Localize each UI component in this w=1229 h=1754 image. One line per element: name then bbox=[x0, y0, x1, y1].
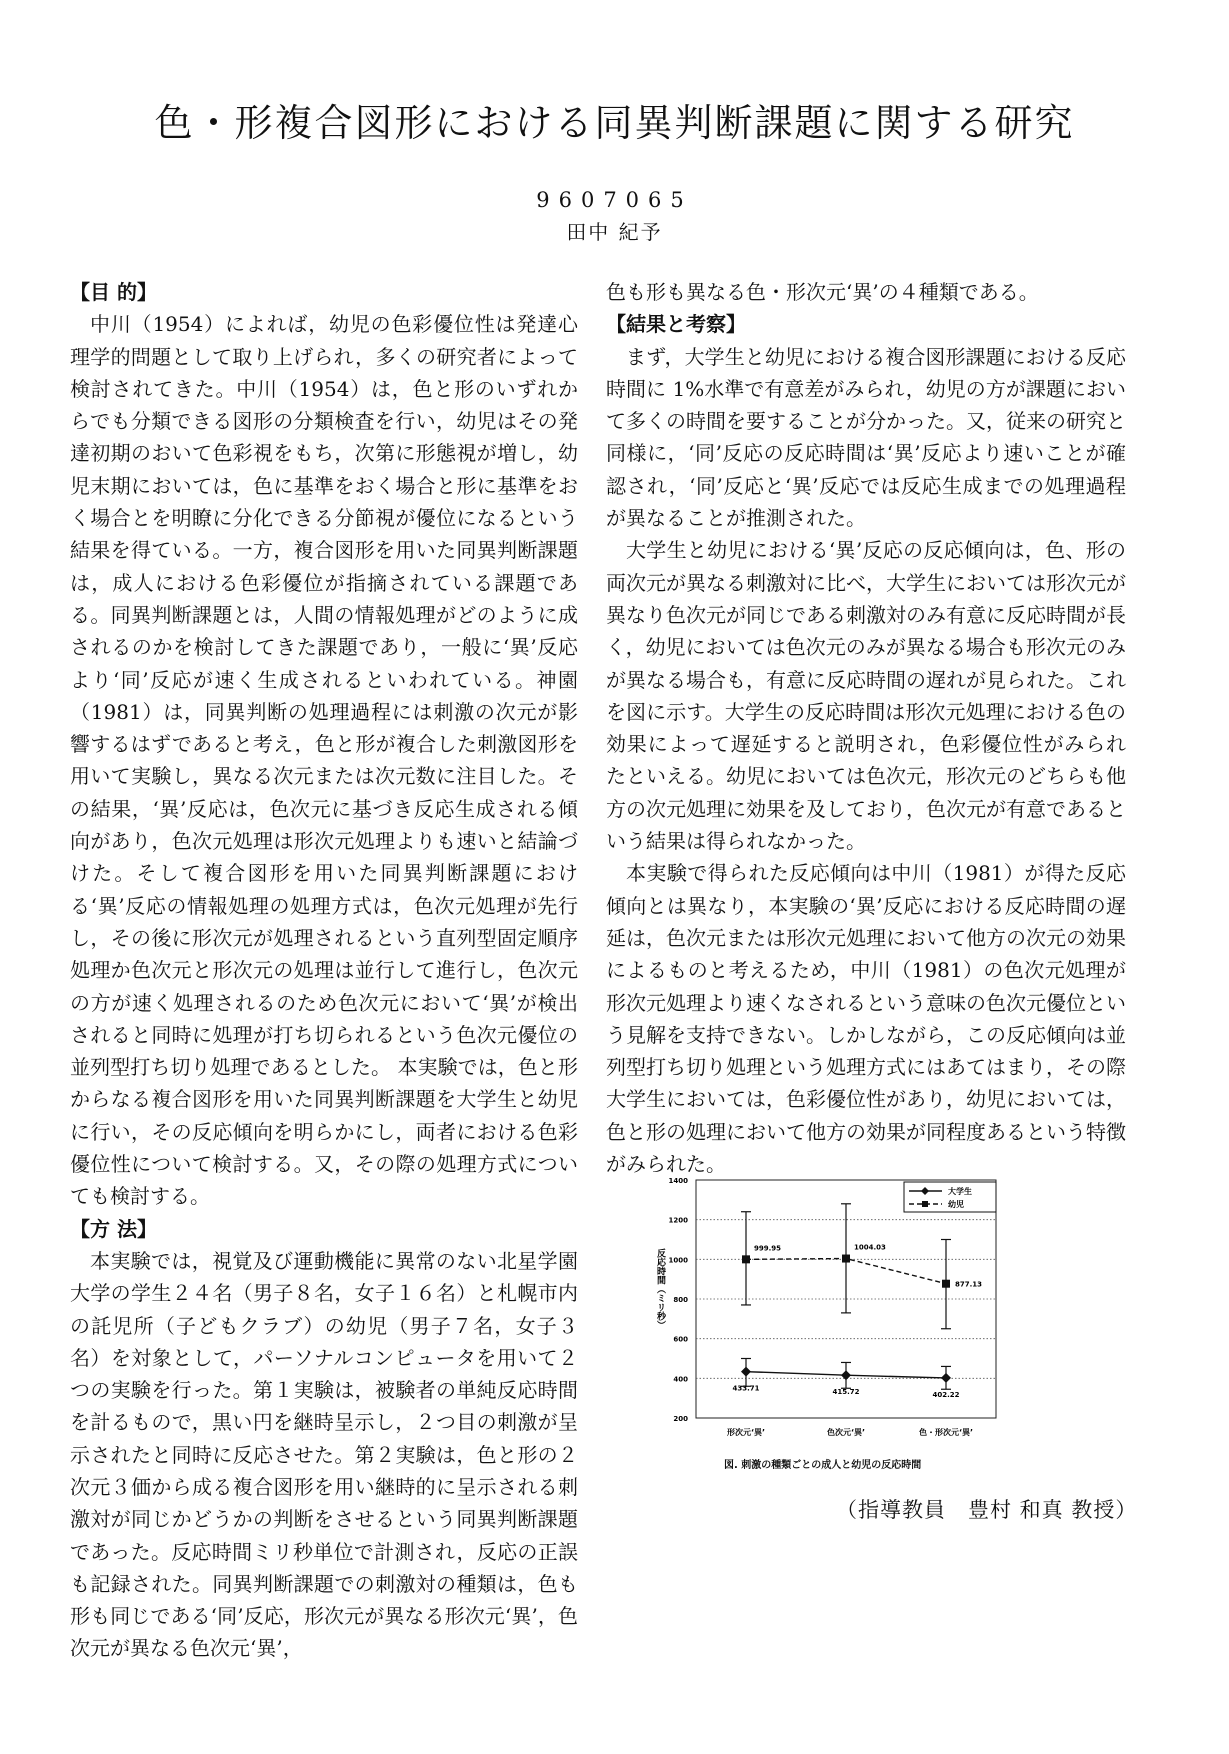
results-heading: 【結果と考察】 bbox=[606, 312, 746, 337]
purpose-paragraph: 中川（1954）によれば，幼児の色彩優位性は発達心理学的問題として取り上げられ，多くの研究者によって検討されてきた。中川（1954）は，色と形のいずれからでも分類できる図形の分類検査を行い，幼児はその発達初期のおいて色彩視をもち，次第に形態視が増し，幼児末期においては，色に基準をおく場合と形に基準をおく場合とを明瞭に分化できる分節視が優位になるという結果を得ている。一方，複合図形を用いた同異判断課題は，成人における色彩優位が指摘されている課題である。同異判断課題とは，人間の情報処理がどのように成されるのかを検討してきた課題であり，一般に‘異’反応より‘同’反応が速く生成されるといわれている。神園（1981）は，同異判断の処理過程には刺激の次元が影響するはずであると考え，色と形が複合した刺激図形を用いて実験し，異なる次元または次元数に注目した。その結果，‘異’反応は，色次元に基づき反応生成される傾向があり，色次元処理は形次元処理よりも速いと結論づけた。そして複合図形を用いた同異判断課題における‘異’反応の情報処理の処理方式は，色次元処理が先行し，その後に形次元が処理されるという直列型固定順序処理か色次元と形次元の処理は並行して進行し，色次元の方が速く処理されるのため色次元において‘異’が検出されると同時に処理が打ち切られるという色次元優位の並列型打ち切り処理であるとした。 本実験では，色と形からなる複合図形を用いた同異判断課題を大学生と幼児に行い，その反応傾向を明らかにし，両者における色彩優位性について検討する。又，その際の処理方式についても検討する。 bbox=[70, 312, 578, 1209]
legend-label: 幼児 bbox=[948, 1200, 964, 1209]
data-label: 402.22 bbox=[932, 1390, 960, 1399]
y-tick-label: 200 bbox=[673, 1415, 688, 1423]
data-point-marker bbox=[841, 1370, 851, 1380]
right-column bbox=[606, 276, 1126, 1180]
y-tick-label: 400 bbox=[673, 1375, 688, 1384]
student-id: 9607065 bbox=[536, 188, 693, 212]
x-tick-label: 形次元‘異’ bbox=[726, 1428, 766, 1437]
method-heading: 【方 法】 bbox=[70, 1216, 157, 1241]
left-column bbox=[70, 276, 578, 1665]
data-label: 433.71 bbox=[732, 1384, 760, 1393]
data-label: 1004.03 bbox=[854, 1243, 886, 1252]
results-paragraph-1: まず，大学生と幼児における複合図形課題における反応時間に 1%水準で有意差がみられ，幼児の方が課題において多くの時間を要することが分かった。又，従来の研究と同様に，‘同’反応の反応時間は‘異’反応より速いことが確認され，‘同’反応と‘異’反応では反応生成までの処理過程が異なることが推測された。 bbox=[606, 344, 1126, 531]
data-label: 877.13 bbox=[955, 1280, 983, 1289]
author-name: 田中 紀予 bbox=[566, 220, 663, 244]
data-label: 415.72 bbox=[832, 1388, 860, 1397]
data-point-marker bbox=[941, 1373, 951, 1383]
legend-marker bbox=[922, 1201, 928, 1207]
y-tick-label: 1400 bbox=[668, 1177, 688, 1185]
data-point-marker bbox=[842, 1255, 850, 1263]
y-tick-label: 800 bbox=[673, 1296, 688, 1304]
figure-caption: 図. 刺激の種類ごとの成人と幼児の反応時間 bbox=[724, 1460, 922, 1471]
data-point-marker bbox=[741, 1367, 751, 1377]
method-continuation: 色も形も異なる色・形次元‘異’の４種類である。 bbox=[606, 280, 1039, 304]
legend-label: 大学生 bbox=[948, 1187, 972, 1196]
method-paragraph: 本実験では，視覚及び運動機能に異常のない北星学園大学の学生２４名（男子８名，女子１６名）と札幌市内の託児所（子どもクラブ）の幼児（男子７名，女子３名）を対象として，パーソナルコンピュータを用いて２つの実験を行った。第１実験は，被験者の単純反応時間を計るもので，黒い円を継時呈示し，２つ目の刺激が呈示されたと同時に反応させた。第２実験は，色と形の２次元３価から成る複合図形を用い継時的に呈示される刺激対が同じかどうかの判断をさせるという同異判断課題であった。反応時間ミリ秒単位で計測され，反応の正誤も記録された。同異判断課題での刺激対の種類は，色も形も同じである‘同’反応，形次元が異なる形次元‘異’，色次元が異なる色次元‘異’， bbox=[70, 1248, 578, 1661]
paper-title: 色・形複合図形における同異判断課題に関する研究 bbox=[154, 101, 1075, 145]
advisor-line: （指導教員 豊村 和真 教授） bbox=[836, 1498, 1138, 1522]
y-axis-label: 反応時間（ミリ秒） bbox=[655, 1248, 665, 1330]
y-tick-label: 1000 bbox=[668, 1256, 688, 1265]
reaction-time-chart bbox=[636, 1172, 1036, 1455]
x-tick-label: 色・形次元‘異’ bbox=[918, 1428, 974, 1437]
results-paragraph-2: 大学生と幼児における‘異’反応の反応傾向は，色、形の両次元が異なる刺激対に比べ，大学生においては形次元が異なり色次元が同じである刺激対のみ有意に反応時間が長く，幼児においては色次元のみが異なる場合も形次元のみが異なる場合も，有意に反応時間の遅れが見られた。これを図に示す。大学生の反応時間は形次元処理における色の効果によって遅延すると説明され，色彩優位性がみられたといえる。幼児においては色次元，形次元のどちらも他方の次元処理に効果を及しており，色次元が有意であるという結果は得られなかった。 bbox=[606, 538, 1126, 854]
data-point-marker bbox=[742, 1255, 750, 1263]
y-tick-label: 1200 bbox=[668, 1216, 688, 1225]
data-point-marker bbox=[942, 1280, 950, 1288]
data-label: 999.95 bbox=[754, 1244, 782, 1253]
x-tick-label: 色次元‘異’ bbox=[826, 1428, 866, 1437]
results-paragraph-3: 本実験で得られた反応傾向は中川（1981）が得た反応傾向とは異なり，本実験の‘異’反応における反応時間の遅延は，色次元または形次元処理において他方の次元の効果によるものと考えるため，中川（1981）の色次元処理が形次元処理より速くなされるという意味の色次元優位という見解を支持できない。しかしながら，この反応傾向は並列型打ち切り処理という処理方式にはあてはまり，その際大学生においては，色彩優位性があり，幼児においては，色と形の処理において他方の効果が同程度あるという特徴がみられた。 bbox=[606, 861, 1126, 1177]
y-tick-label: 600 bbox=[673, 1335, 688, 1344]
purpose-heading: 【目 的】 bbox=[70, 280, 157, 304]
